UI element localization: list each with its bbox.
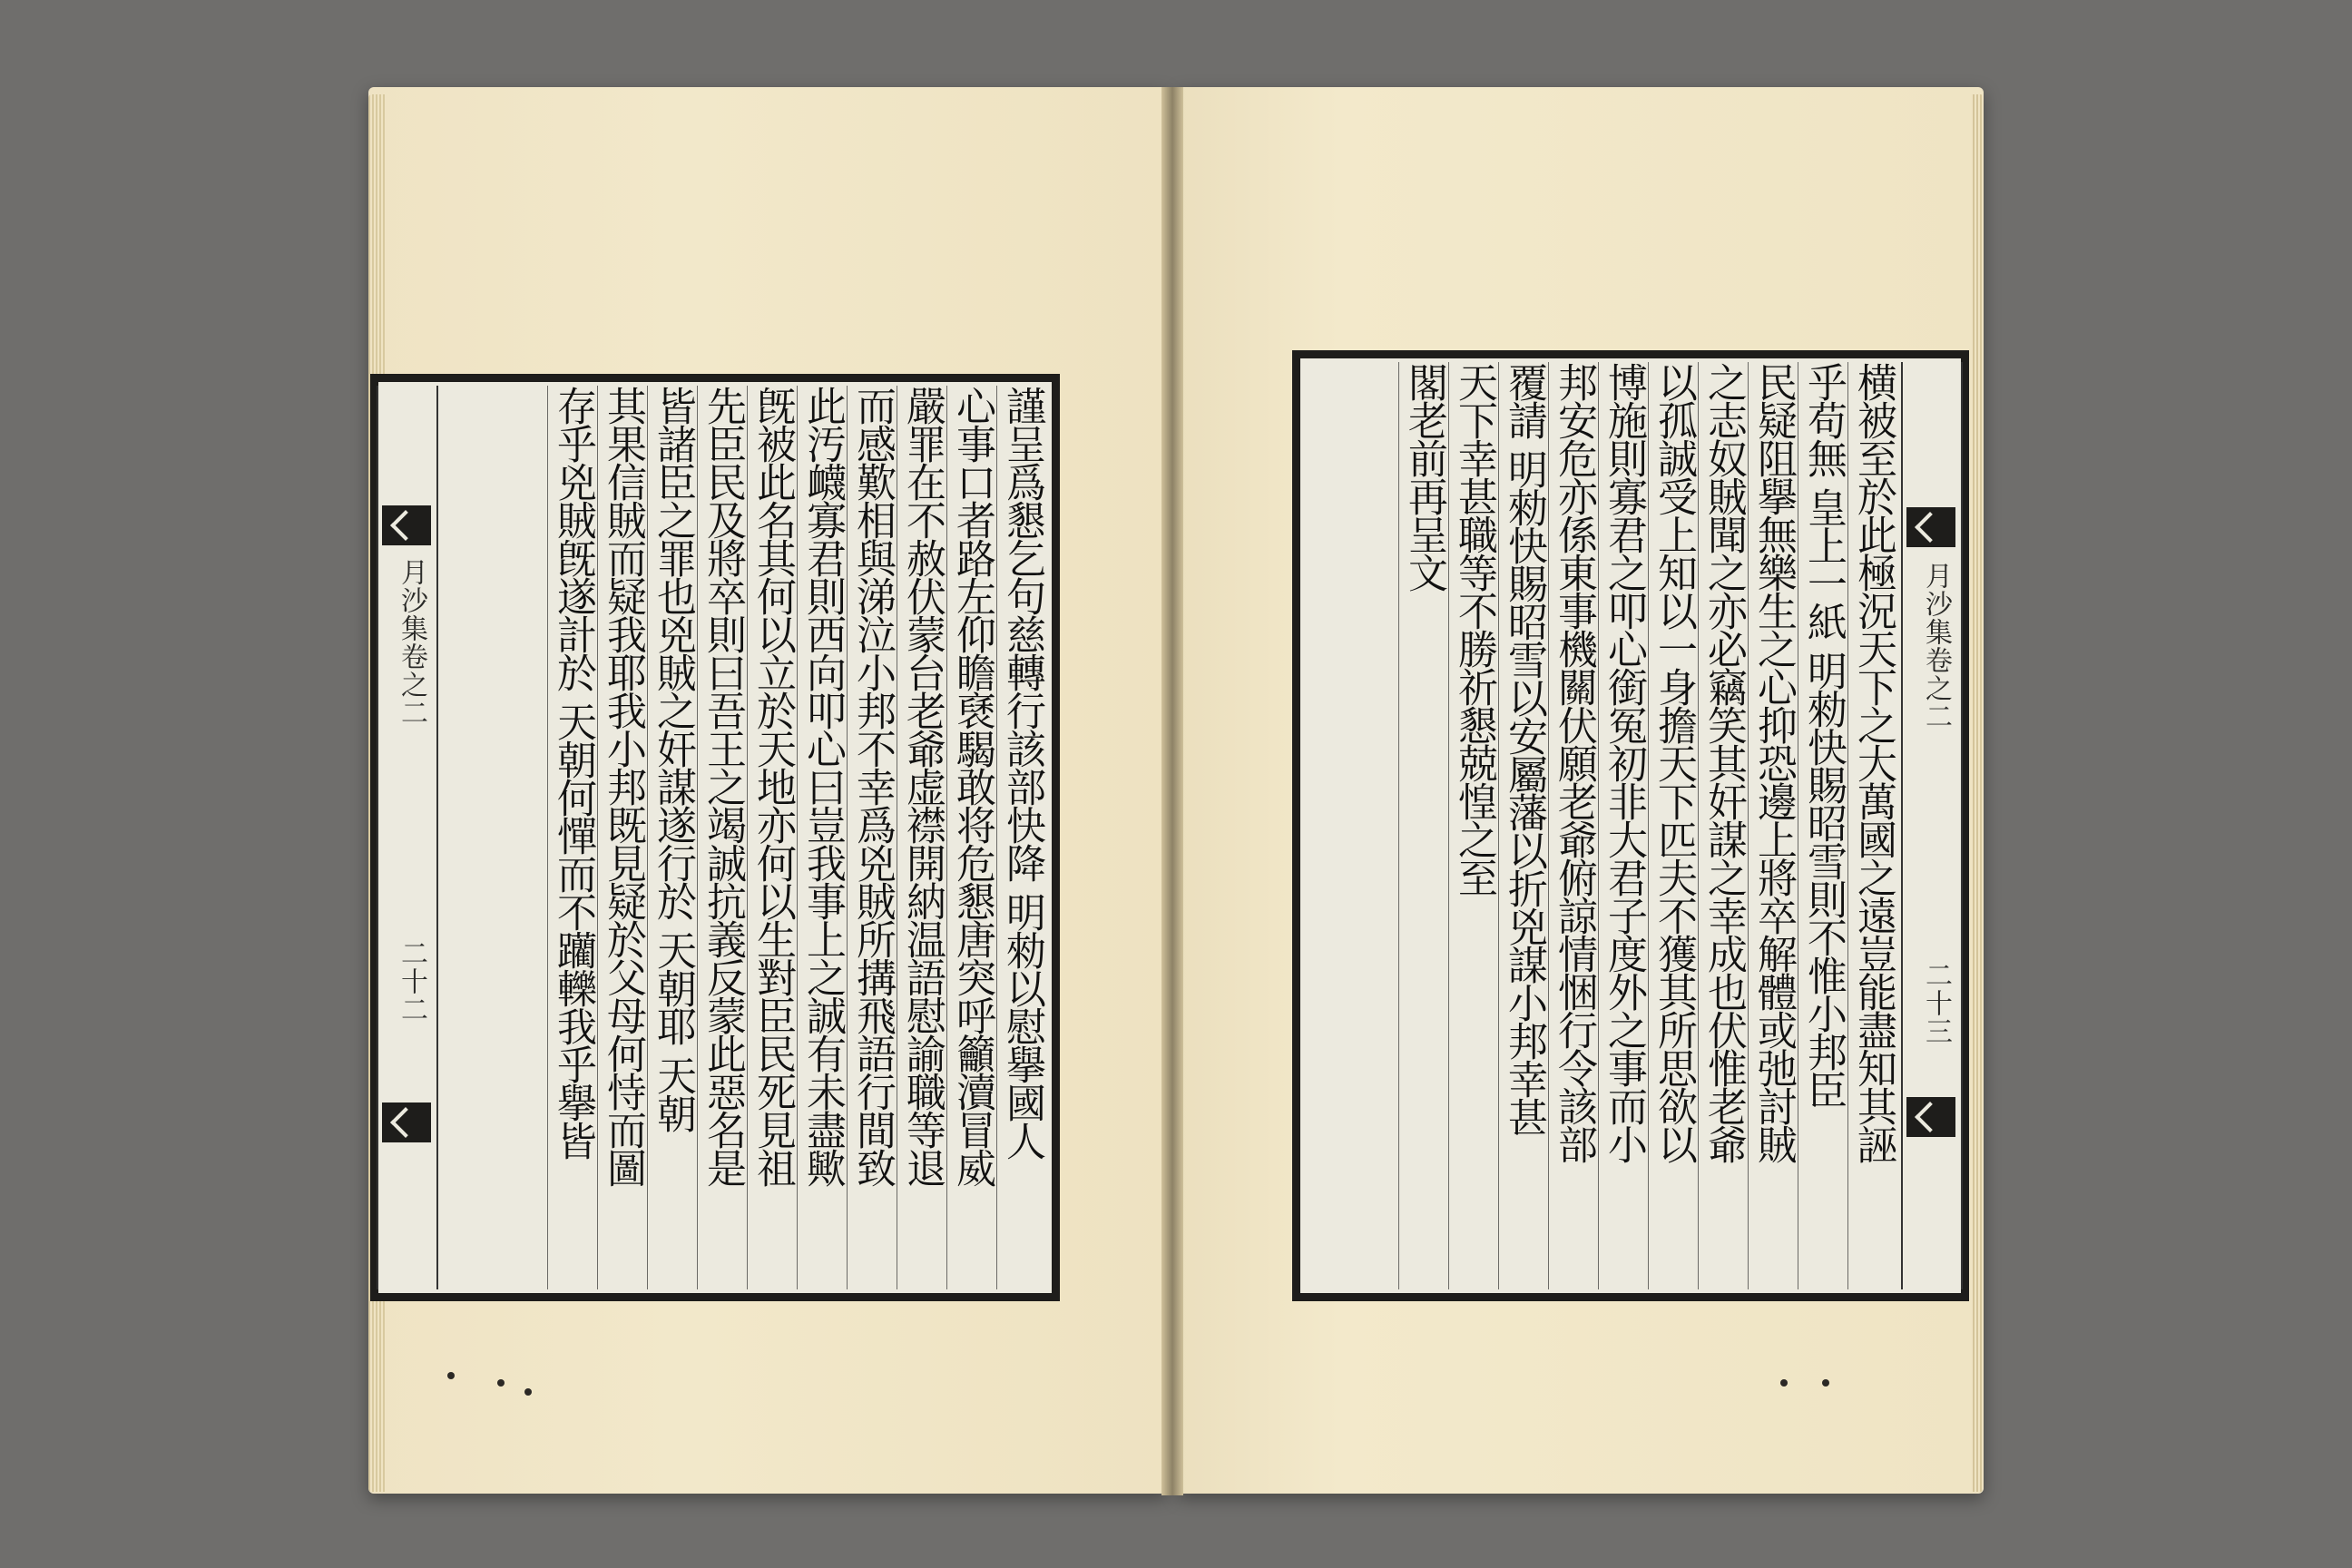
band-page-number: 二十三 bbox=[1920, 961, 1952, 1045]
text-column: 先臣民及將卒則曰吾王之竭誠抗義反蒙此惡名是 bbox=[697, 386, 747, 1289]
right-page-edge bbox=[1971, 94, 1984, 1492]
text-column: 横被至於此極況天下之大萬國之遠豈能盡知其誣 bbox=[1847, 362, 1897, 1289]
right-center-band bbox=[1901, 362, 1963, 1289]
text-column: 之志奴賊聞之亦必竊笑其奸謀之幸成也伏惟老爺 bbox=[1698, 362, 1748, 1289]
text-column: 嚴罪在不赦伏蒙台老爺虚襟開納温語慰諭職等退 bbox=[897, 386, 946, 1289]
text-column: 其果信賊而疑我耶我小邦既見疑於父母何恃而圖 bbox=[597, 386, 647, 1289]
binding-hole bbox=[1780, 1379, 1788, 1387]
upper-fish-tail-mark bbox=[1906, 507, 1955, 547]
book-gutter bbox=[1161, 87, 1183, 1495]
text-column: 天下幸甚職等不勝祈懇兢惶之至 bbox=[1448, 362, 1498, 1289]
text-column: 謹呈爲懇乞句慈轉行該部快降 明勑以慰擧國人 bbox=[996, 386, 1046, 1289]
text-column: 而感歎相與涕泣小邦不幸爲兇賊所搆飛語行間致 bbox=[847, 386, 897, 1289]
text-column: 心事口者路左仰瞻褎騔敢将危懇唐突呼籲瀆冒威 bbox=[946, 386, 996, 1289]
text-column: 存乎兇賊旣遂計於 天朝何憚而不躪轢我乎擧皆 bbox=[547, 386, 597, 1289]
text-column: 皆諸臣之罪也兇賊之奸謀遂行於 天朝耶 天朝 bbox=[647, 386, 697, 1289]
text-column: 民疑阻擧無樂生之心抑恐邊上將卒解體或弛討賊 bbox=[1748, 362, 1798, 1289]
right-text-columns bbox=[1398, 362, 1897, 1289]
left-text-frame bbox=[370, 374, 1060, 1301]
band-page-number: 二十二 bbox=[396, 939, 427, 1024]
text-column: 邦安危亦係東事機關伏願老爺俯諒情悃行令該部 bbox=[1548, 362, 1598, 1289]
text-column: 以孤誠受上知以一身擔天下匹夫不獲其所思欲以 bbox=[1648, 362, 1698, 1289]
binding-hole bbox=[497, 1379, 505, 1387]
band-title: 月沙集卷之二 bbox=[396, 558, 427, 727]
binding-hole bbox=[524, 1388, 532, 1396]
left-text-columns bbox=[547, 386, 1046, 1289]
text-column: 閣老前再呈文 bbox=[1398, 362, 1448, 1289]
band-title: 月沙集卷之二 bbox=[1920, 562, 1952, 730]
binding-hole bbox=[1822, 1379, 1829, 1387]
text-column: 乎苟無 皇上一紙 明勑快賜昭雪則不惟小邦臣 bbox=[1798, 362, 1847, 1289]
text-column: 博施則寡君之叩心銜冤初非大君子度外之事而小 bbox=[1598, 362, 1648, 1289]
right-text-frame bbox=[1292, 350, 1969, 1301]
binding-hole bbox=[447, 1372, 455, 1379]
text-column: 覆請 明勑快賜昭雪以安屬藩以折兇謀小邦幸甚 bbox=[1498, 362, 1548, 1289]
left-center-band bbox=[377, 386, 438, 1289]
text-column: 旣被此名其何以立於天地亦何以生對臣民死見祖 bbox=[747, 386, 797, 1289]
lower-fish-tail-mark bbox=[1906, 1097, 1955, 1137]
lower-fish-tail-mark bbox=[382, 1102, 431, 1142]
text-column: 此汚衊寡君則西向叩心曰豈我事上之誠有未盡歟 bbox=[797, 386, 847, 1289]
upper-fish-tail-mark bbox=[382, 505, 431, 545]
